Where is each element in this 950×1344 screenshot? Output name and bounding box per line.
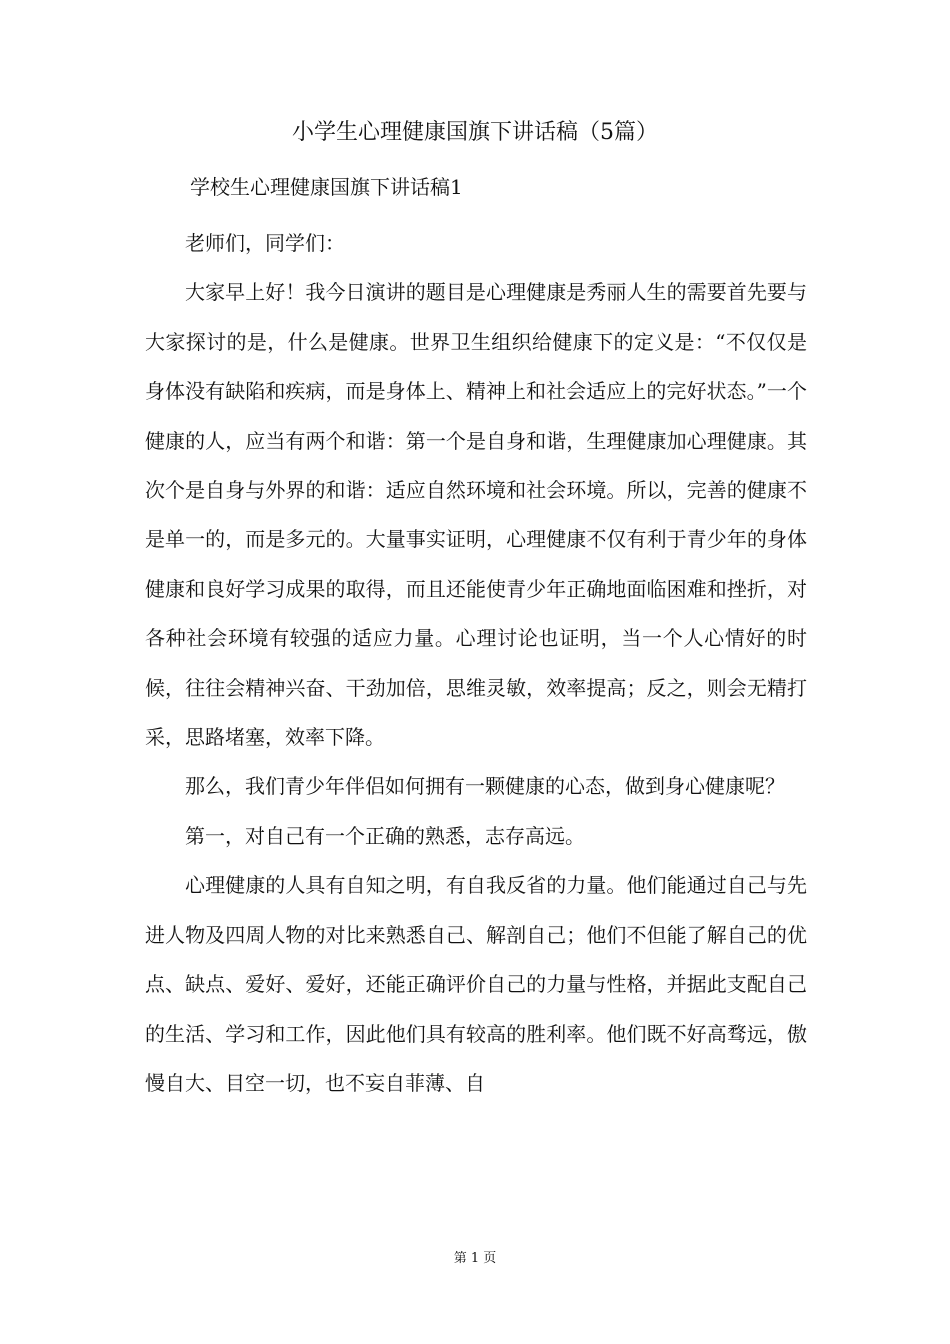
page-number: 第 1 页	[453, 1251, 497, 1266]
paragraph-greeting: 老师们，同学们：	[185, 231, 345, 255]
paragraph-intro: 大家早上好！我今日演讲的题目是心理健康是秀丽人生的需要首先要与大家探讨的是，什么是健康。世界卫生组织给健康下的定义是：“不仅仅是身体没有缺陷和疾病，而是身体上、精神上和社会适应上的完好状态。”一个健康的人，应当有两个和谐：第一个是自身和谐，生理健康加心理健康。其次个是自身与外界的和谐：适应自然环境和社会环境。所以，完善的健康不是单一的，而是多元的。大量事实证明，心理健康不仅有利于青少年的身体健康和良好学习成果的取得，而且还能使青少年正确地面临困难和挫折，对各种社会环境有较强的适应力量。心理讨论也证明，当一个人心情好的时候，往往会精神兴奋、干劲加倍，思维灵敏，效率提高；反之，则会无精打采，思路堵塞，效率下降。	[145, 280, 807, 750]
document-title: 小学生心理健康国旗下讲话稿（5篇）	[292, 120, 658, 145]
document-body	[145, 219, 807, 1108]
paragraph-point-one: 第一，对自己有一个正确的熟悉，志存高远。	[185, 823, 585, 848]
section-title: 学校生心理健康国旗下讲话稿1	[190, 175, 463, 199]
paragraph-question: 那么，我们青少年伴侣如何拥有一颗健康的心态，做到身心健康呢？	[185, 774, 785, 799]
paragraph-self-knowledge: 心理健康的人具有自知之明，有自我反省的力量。他们能通过自己与先进人物及四周人物的对比来熟悉自己、解剖自己；他们不但能了解自己的优点、缺点、爱好、爱好，还能正确评价自己的力量与性格，并据此支配自己的生活、学习和工作，因此他们具有较高的胜利率。他们既不好高骛远，傲慢自大、目空一切，也不妄自菲薄、自	[145, 873, 807, 1095]
